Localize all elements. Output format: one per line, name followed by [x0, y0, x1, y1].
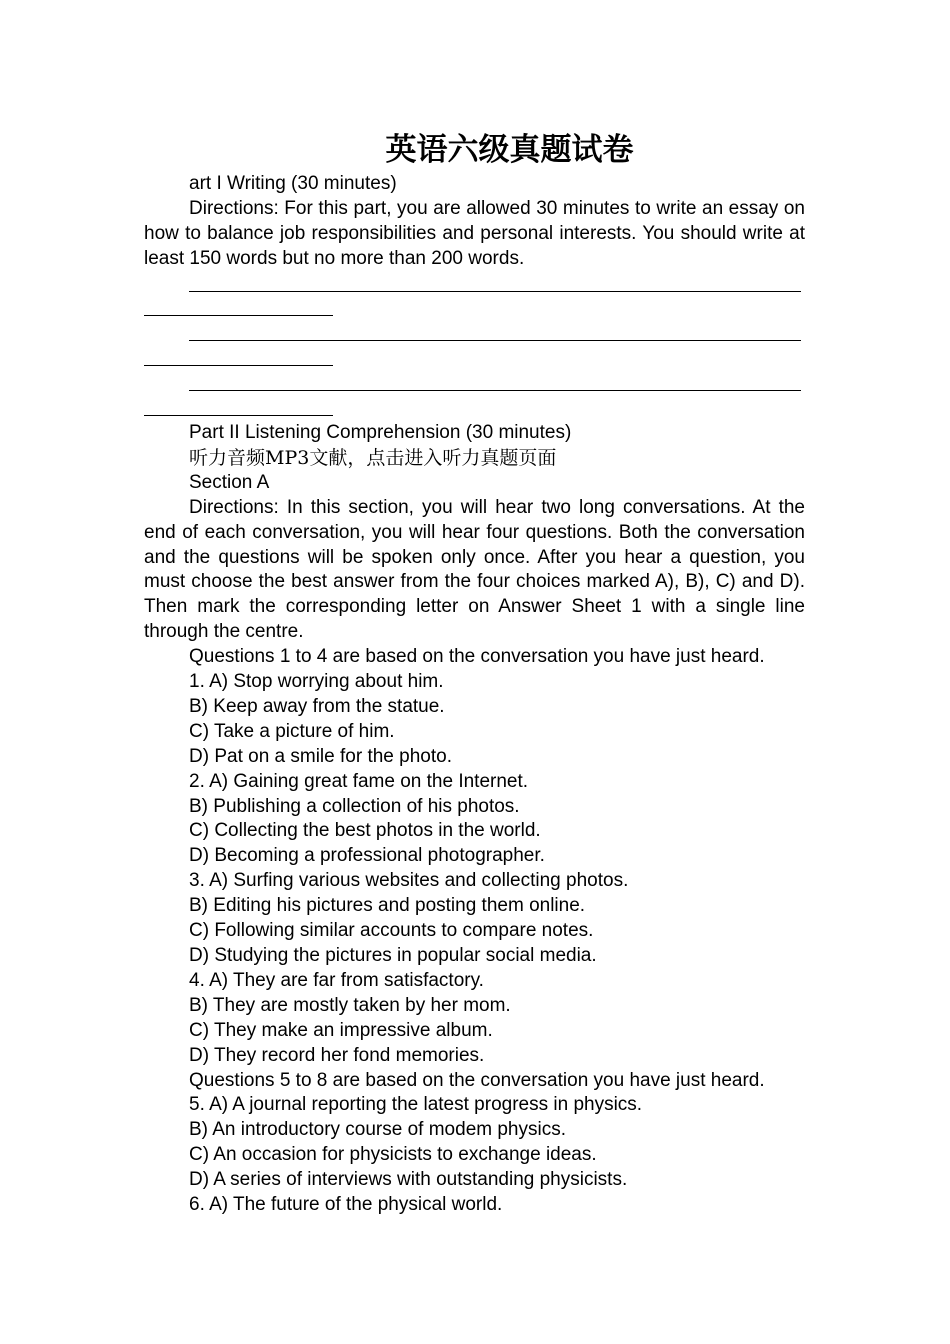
- document-title: 英语六级真题试卷: [385, 132, 634, 168]
- answer-blank-1[interactable]: [144, 272, 805, 322]
- part1-heading: art I Writing (30 minutes): [189, 173, 397, 194]
- section-a-directions: Directions: In this section, you will hear two long conversations. At the end of each conversation, you will hear four questions. Both the conversation and the questions will be spoken only once. After you hear a question, you must choose the best answer from the four choices marked A), B), C) and D). Then mark the corresponding letter on Answer Sheet 1 with a single line through the centre.: [144, 496, 805, 643]
- question-line: 1. A) Stop worrying about him.: [189, 671, 444, 693]
- answer-blank-line-continuation: [144, 346, 333, 371]
- question-line: D) Becoming a professional photographer.: [189, 845, 545, 867]
- question-line: B) They are mostly taken by her mom.: [189, 994, 511, 1016]
- question-line: B) Keep away from the statue.: [189, 695, 445, 717]
- answer-blank-line: [189, 321, 801, 346]
- question-line: C) Following similar accounts to compare notes.: [189, 920, 594, 942]
- question-line: C) Collecting the best photos in the world.: [189, 820, 541, 842]
- answer-blank-line: [189, 371, 801, 396]
- question-line: D) Studying the pictures in popular social media.: [189, 945, 597, 966]
- answer-blank-2[interactable]: [144, 321, 805, 371]
- question-line: C) They make an impressive album.: [189, 1019, 493, 1041]
- document-body: [144, 172, 805, 1218]
- question-line: D) Pat on a smile for the photo.: [189, 745, 452, 767]
- part1-directions: Directions: For this part, you are allowed 30 minutes to write an essay on how to balance job responsibilities and personal interests. You should write at least 150 words but no more than 200 words.: [144, 197, 805, 269]
- section-a-heading: Section A: [189, 471, 270, 493]
- answer-blank-line: [189, 272, 801, 297]
- question-line: Questions 5 to 8 are based on the conversation you have just heard.: [189, 1069, 765, 1091]
- answer-blank-3[interactable]: [144, 371, 805, 421]
- question-line: 6. A) The future of the physical world.: [189, 1194, 503, 1216]
- question-line: C) Take a picture of him.: [189, 720, 395, 742]
- question-line: 4. A) They are far from satisfactory.: [189, 969, 484, 991]
- question-line: C) An occasion for physicists to exchange ideas.: [189, 1144, 597, 1166]
- question-line: D) They record her fond memories.: [189, 1044, 485, 1066]
- question-line: D) A series of interviews with outstanding physicists.: [189, 1169, 628, 1191]
- question-line: B) An introductory course of modem physics.: [189, 1119, 566, 1141]
- question-line: B) Editing his pictures and posting them online.: [189, 895, 586, 917]
- question-line: 5. A) A journal reporting the latest progress in physics.: [189, 1094, 643, 1116]
- answer-blank-line-continuation: [144, 297, 333, 322]
- answer-blank-line-continuation: [144, 396, 333, 421]
- question-line: 2. A) Gaining great fame on the Internet.: [189, 770, 529, 792]
- question-line: 3. A) Surfing various websites and collecting photos.: [189, 870, 629, 892]
- listening-audio-link[interactable]: 听力音频MP3文献，点击进入听力真题页面: [189, 446, 557, 469]
- question-line: Questions 1 to 4 are based on the conversation you have just heard.: [189, 646, 765, 668]
- part2-heading: Part II Listening Comprehension (30 minutes): [189, 421, 572, 443]
- question-line: B) Publishing a collection of his photos.: [189, 795, 520, 817]
